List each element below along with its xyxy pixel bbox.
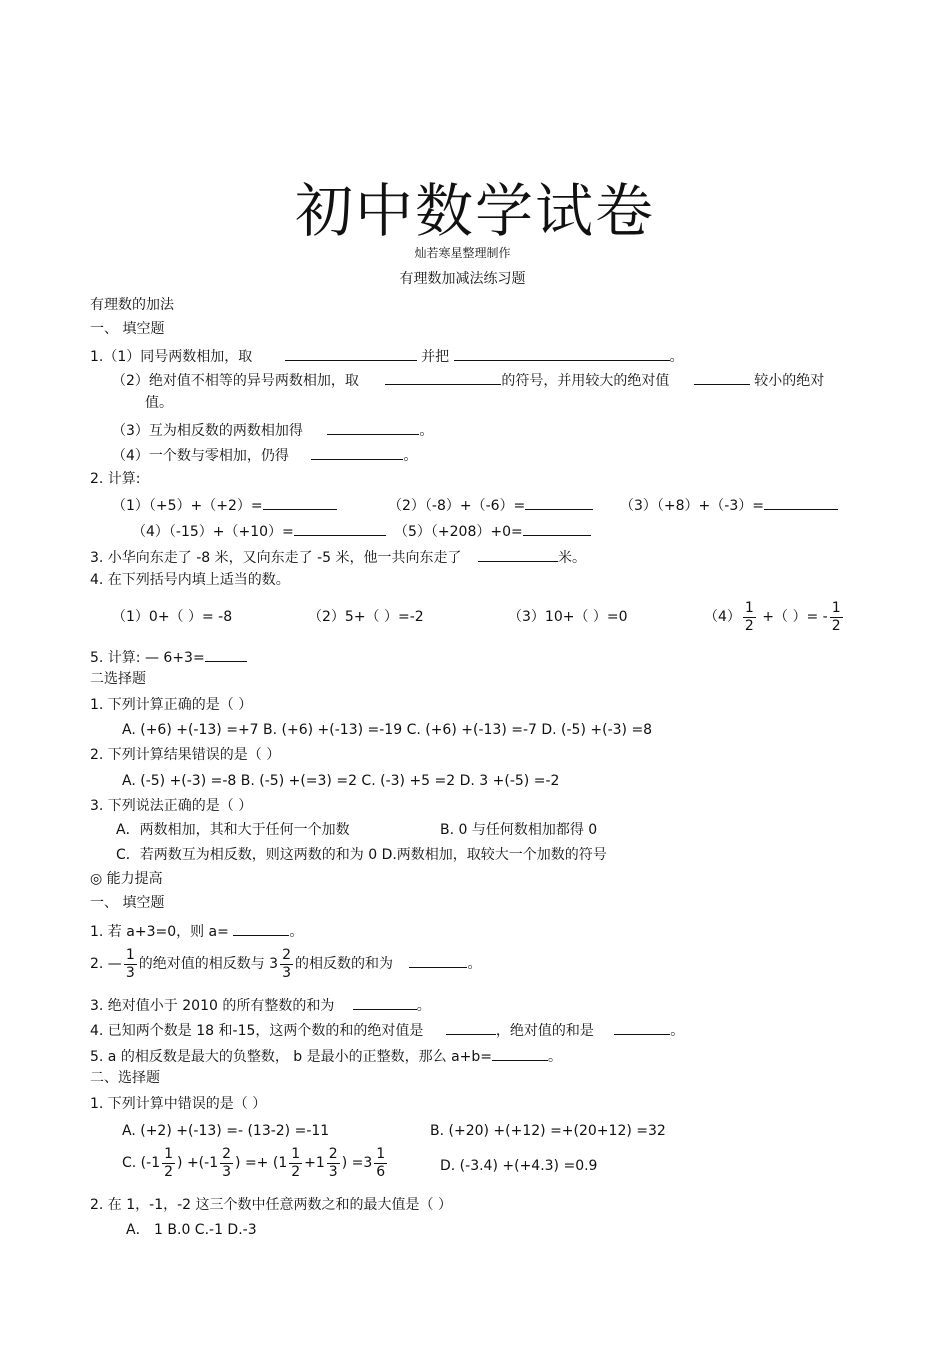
denominator: 3 (328, 1163, 338, 1180)
answer-blank[interactable] (409, 953, 467, 968)
adv-choice-2: 2. 在 1，-1，-2 这三个数中任意两数之和的最大值是（ ） (90, 1197, 452, 1213)
denominator: 2 (744, 617, 754, 634)
text: 2. — (90, 956, 122, 972)
question-4-1: （1）0+（ ）= -8 (112, 609, 233, 625)
text: （1）（+5）+（+2）= (112, 498, 263, 514)
numerator: 2 (222, 1145, 232, 1162)
question-4-3: （3）10+（ ）=0 (508, 609, 628, 625)
fraction (374, 1146, 387, 1181)
choice-3: 3. 下列说法正确的是（ ） (90, 798, 253, 814)
denominator: 3 (125, 964, 135, 981)
fill-heading: 一、 填空题 (90, 321, 165, 337)
question-5 (90, 647, 247, 667)
denominator: 2 (164, 1163, 174, 1180)
choice-1-options: A. (+6) +(-13) =+7 B. (+6) +(-13) =-19 C. (+6) +(-13) =-7 D. (-5) +(-3) =8 (122, 722, 653, 738)
text: 1.（1）同号两数相加，取 (90, 349, 253, 365)
denominator: 3 (222, 1163, 232, 1180)
answer-blank[interactable] (478, 547, 558, 562)
text: （4） (704, 609, 741, 625)
answer-blank[interactable] (614, 1020, 670, 1035)
choice-3-option-b: B. 0 与任何数相加都得 0 (440, 822, 598, 838)
adv-choice-1-option-a: A. (+2) +(-13) =- (13-2) =-11 (122, 1123, 330, 1139)
text: ) =3 (341, 1155, 373, 1171)
text: （5）（+208）+0= (394, 524, 523, 540)
text: 1. 若 a+3=0，则 a= (90, 924, 229, 940)
question-4-4 (704, 598, 845, 636)
text: 3. 小华向东走了 -8 米，又向东走了 -5 米，他一共向东走了 (90, 550, 462, 566)
denominator: 2 (831, 617, 841, 634)
adv-choice-2-options: A． 1 B.0 C.-1 D.-3 (126, 1222, 257, 1238)
text: （3）（+8）+（-3）= (620, 498, 764, 514)
text: ，绝对值的和是 (495, 1023, 594, 1039)
fill-heading: 一、 填空题 (90, 895, 165, 911)
exercise-title: 有理数加减法练习题 (399, 271, 526, 287)
text: （4）（-15）+（+10）= (132, 524, 294, 540)
text: （4）一个数与零相加，仍得 (112, 448, 289, 464)
text: 。 (670, 1023, 685, 1039)
answer-blank[interactable] (205, 647, 247, 662)
text: （3）互为相反数的两数相加得 (112, 423, 303, 439)
text: 。 (416, 998, 431, 1014)
answer-blank[interactable] (263, 495, 337, 510)
text: ) =+ (1 (235, 1155, 288, 1171)
adv-question-1 (90, 921, 303, 941)
text: （2）（-8）+（-6）= (388, 498, 526, 514)
question-1-2-cont: 值。 (145, 395, 173, 411)
text: 。 (467, 956, 482, 972)
answer-blank[interactable] (523, 521, 591, 536)
text: 的相反数的和为 (295, 956, 394, 972)
answer-blank[interactable] (525, 495, 593, 510)
fraction (327, 1146, 340, 1181)
text: +（ ）= - (762, 609, 828, 625)
choice-3-options-cd: C．若两数互为相反数，则这两数的和为 0 D.两数相加，取较大一个加数的符号 (116, 847, 607, 863)
fraction (830, 600, 843, 635)
fraction (220, 1146, 233, 1181)
adv-choice-1-option-d: D. (-3.4) +(+4.3) =0.9 (440, 1158, 598, 1174)
adv-choice-heading: 二、选择题 (90, 1070, 160, 1086)
calc-4 (132, 521, 386, 541)
text: 的绝对值的相反数与 3 (138, 956, 279, 972)
numerator: 2 (328, 1145, 338, 1162)
denominator: 6 (376, 1163, 386, 1180)
fraction (280, 947, 293, 982)
answer-blank[interactable] (492, 1046, 548, 1061)
calc-1 (112, 495, 337, 515)
numerator: 1 (744, 599, 754, 616)
answer-blank[interactable] (327, 420, 419, 435)
page-title: 初中数学试卷 (294, 177, 655, 245)
numerator: 1 (376, 1145, 386, 1162)
adv-choice-1-option-b: B. (+20) +(+12) =+(20+12) =32 (430, 1123, 666, 1139)
answer-blank[interactable] (454, 346, 670, 361)
numerator: 1 (164, 1145, 174, 1162)
adv-choice-1: 1. 下列计算中错误的是（ ） (90, 1096, 267, 1112)
text: +1 (304, 1155, 325, 1171)
choice-2: 2. 下列计算结果错误的是（ ） (90, 747, 281, 763)
question-1-4 (112, 445, 417, 465)
numerator: 1 (125, 946, 135, 963)
question-4: 4. 在下列括号内填上适当的数。 (90, 572, 290, 588)
choice-2-options: A. (-5) +(-3) =-8 B. (-5) +(=3) =2 C. (-3) +5 =2 D. 3 +(-5) =-2 (122, 773, 560, 789)
question-3 (90, 547, 586, 567)
calc-5 (394, 521, 591, 541)
adv-question-3 (90, 995, 431, 1015)
answer-blank[interactable] (311, 445, 403, 460)
text: 。 (419, 423, 434, 439)
question-1-3 (112, 420, 433, 440)
fraction (124, 947, 137, 982)
denominator: 3 (282, 964, 292, 981)
text: 并把 (421, 349, 450, 365)
choice-heading: 二选择题 (90, 671, 146, 687)
text: 。 (669, 349, 684, 365)
section-heading-advanced: ◎ 能力提高 (90, 871, 163, 887)
text: 3. 绝对值小于 2010 的所有整数的和为 (90, 998, 335, 1014)
answer-blank[interactable] (385, 370, 501, 385)
text: 。 (403, 448, 418, 464)
answer-blank[interactable] (764, 495, 838, 510)
choice-1: 1. 下列计算正确的是（ ） (90, 697, 253, 713)
answer-blank[interactable] (353, 995, 417, 1010)
question-1-2 (112, 370, 824, 390)
adv-question-2 (90, 944, 481, 984)
fraction (289, 1146, 302, 1181)
choice-3-option-a: A．两数相加，其和大于任何一个加数 (116, 822, 350, 838)
numerator: 2 (282, 946, 292, 963)
answer-blank[interactable] (694, 370, 750, 385)
fraction (162, 1146, 175, 1181)
text: 的符号，并用较大的绝对值 (501, 373, 670, 389)
answer-blank[interactable] (233, 921, 289, 936)
question-1-1 (90, 346, 684, 366)
text: C. (-1 (122, 1155, 161, 1171)
numerator: 1 (831, 599, 841, 616)
text: 。 (289, 924, 304, 940)
question-4-2: （2）5+（ ）=-2 (308, 609, 424, 625)
text: ) +(-1 (177, 1155, 219, 1171)
author-line: 灿若寒星整理制作 (414, 246, 511, 260)
answer-blank[interactable] (294, 521, 386, 536)
adv-question-5 (90, 1046, 562, 1066)
adv-choice-1-option-c (122, 1143, 389, 1183)
answer-blank[interactable] (285, 346, 417, 361)
text: 5. a 的相反数是最大的负整数， b 是最小的正整数，那么 a+b= (90, 1049, 492, 1065)
calc-2 (388, 495, 593, 515)
text: 4. 已知两个数是 18 和-15，这两个数的和的绝对值是 (90, 1023, 424, 1039)
text: 5. 计算: — 6+3= (90, 650, 205, 666)
denominator: 2 (291, 1163, 301, 1180)
text: 。 (548, 1049, 562, 1065)
question-2: 2. 计算: (90, 471, 141, 487)
fraction (743, 600, 756, 635)
text: 较小的绝对 (754, 373, 825, 389)
numerator: 1 (291, 1145, 301, 1162)
section-heading: 有理数的加法 (90, 297, 174, 313)
answer-blank[interactable] (446, 1020, 496, 1035)
calc-3 (620, 495, 838, 515)
adv-question-4 (90, 1020, 684, 1040)
text: 米。 (557, 550, 586, 566)
text: （2）绝对值不相等的异号两数相加，取 (112, 373, 359, 389)
